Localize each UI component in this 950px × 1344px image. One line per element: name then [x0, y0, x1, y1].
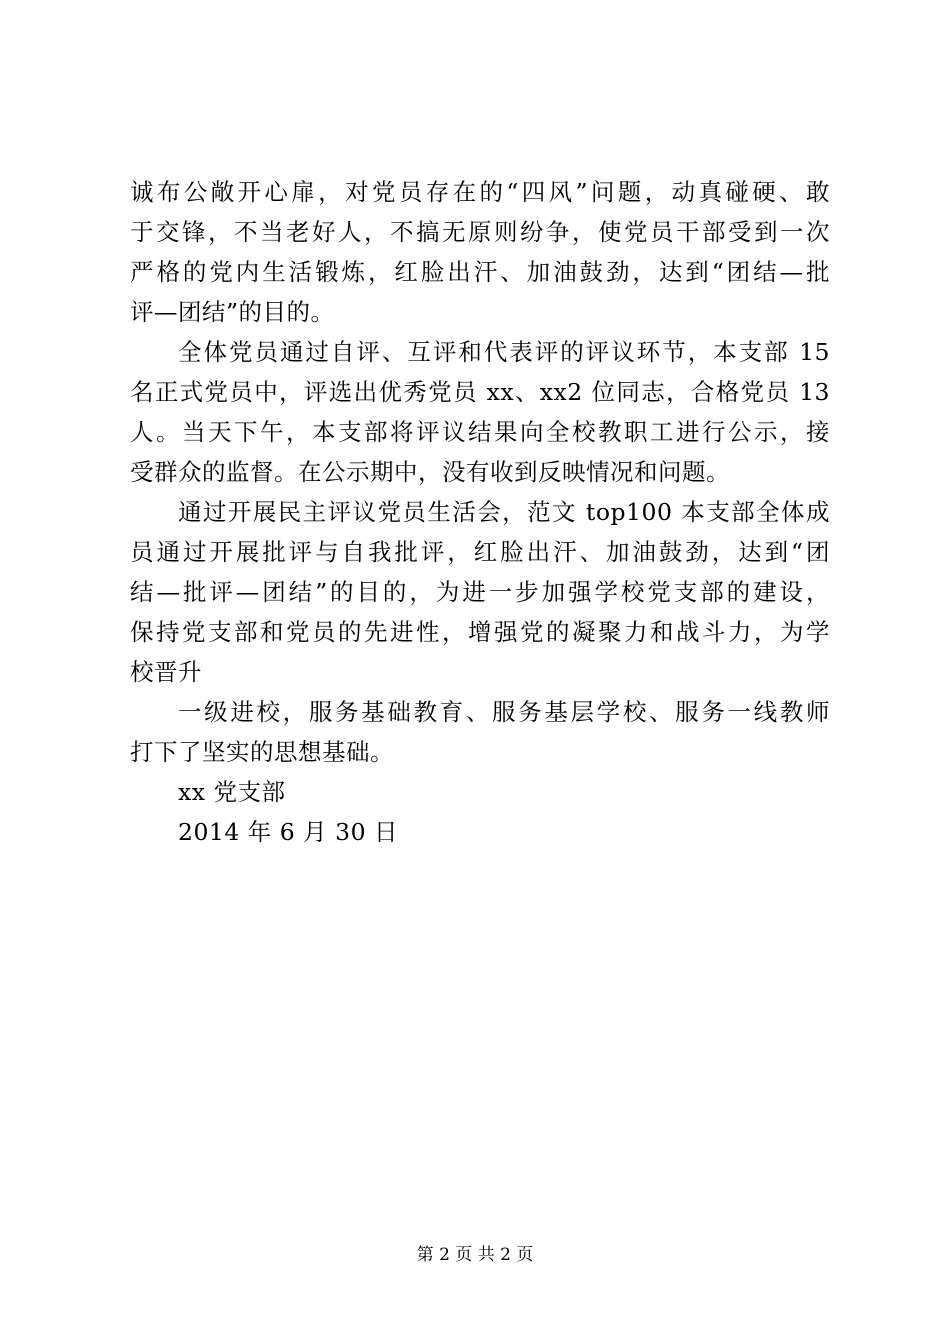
text-line: 打下了坚实的思想基础。 — [130, 738, 394, 766]
signature-date: 2014 年 6 月 30 日 — [178, 818, 399, 846]
text-line: 一级进校，服务基础教育、服务基层学校、服务一线教师 — [178, 698, 830, 726]
text-line: 评—团结”的目的。 — [130, 298, 335, 326]
text-line: 全体党员通过自评、互评和代表评的评议环节，本支部 15 — [178, 338, 830, 366]
document-body — [130, 172, 830, 852]
text-line: 员通过开展批评与自我批评，红脸出汗、加油鼓劲，达到“团 — [130, 538, 830, 566]
text-line: 校晋升 — [130, 658, 202, 686]
text-line: 结—批评—团结”的目的，为进一步加强学校党支部的建设， — [130, 578, 830, 606]
signature-org: xx 党支部 — [178, 778, 286, 806]
text-line: 通过开展民主评议党员生活会，范文 top100 本支部全体成 — [178, 498, 830, 526]
text-line: 诚布公敞开心扉，对党员存在的“四风”问题，动真碰硬、敢 — [130, 178, 830, 206]
text-line: 人。当天下午，本支部将评议结果向全校教职工进行公示，接 — [130, 418, 830, 446]
text-line: 于交锋，不当老好人，不搞无原则纷争，使党员干部受到一次 — [130, 218, 830, 246]
text-line: 保持党支部和党员的先进性，增强党的凝聚力和战斗力，为学 — [130, 618, 830, 646]
page-footer: 第 2 页 共 2 页 — [416, 1245, 534, 1265]
text-line: 受群众的监督。在公示期中，没有收到反映情况和问题。 — [130, 458, 730, 486]
text-line: 严格的党内生活锻炼，红脸出汗、加油鼓劲，达到“团结—批 — [130, 258, 830, 286]
text-line: 名正式党员中，评选出优秀党员 xx、xx2 位同志，合格党员 13 — [130, 378, 830, 406]
